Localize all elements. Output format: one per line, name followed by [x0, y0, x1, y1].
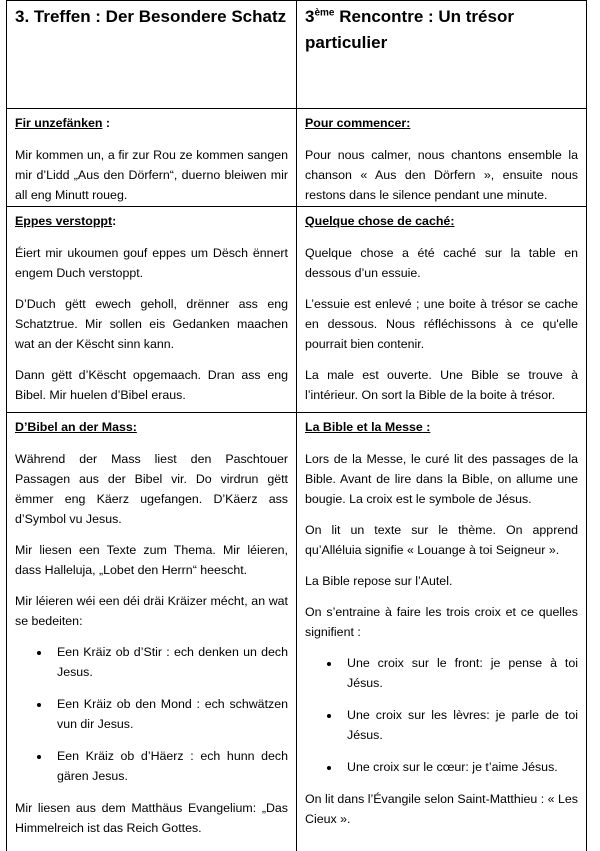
left-s2-heading: Eppes verstoppt:: [15, 214, 117, 228]
right-s2-p3: La male est ouverte. Une Bible se trouve à l’intérieur. On sort la Bible de la boite à trésor.: [305, 368, 578, 402]
right-s3-p3: La Bible repose sur l’Autel.: [305, 574, 453, 588]
list-item: • Een Kräiz ob d’Häerz : ech hunn dech gären Jesus.: [51, 746, 288, 786]
left-section-1: [7, 110, 296, 216]
list-item: • Une croix sur le front: je pense à toi Jésus.: [341, 653, 578, 693]
right-s2-p1: Quelque chose a été caché sur la table en dessous d’un essuie.: [305, 246, 578, 280]
list-item: • Une croix sur le cœur: je t’aime Jésus.: [341, 757, 578, 777]
list-item: • Een Kräiz ob d’Stir : ech denken un dech Jesus.: [51, 642, 288, 682]
row-divider-1: [6, 108, 587, 109]
left-s3-p1: Während der Mass liest den Paschtouer Passagen aus der Bibel vir. Do virdrun gëtt ëmmer eng Käerz ugefangen. D’Käerz ass d’Symbol vu Jesus.: [15, 452, 288, 526]
left-s1-heading: Fir unzefänken :: [15, 116, 111, 130]
right-s1-heading: Pour commencer:: [305, 116, 411, 130]
right-s3-p2: On lit un texte sur le thème. On apprend qu’Alléluia signifie « Louange à toi Seigneur ».: [305, 523, 578, 557]
bilingual-table: [6, 0, 587, 851]
left-s2-p1: Éiert mir ukoumen gouf eppes um Dësch ënnert engem Duch verstoppt.: [15, 246, 288, 280]
left-s2-p2: D’Duch gëtt ewech geholl, drënner ass eng Schatztrue. Mir sollen eis Gedanken maachen wat an der Këscht sinn kann.: [15, 297, 288, 351]
list-item: • Une croix sur les lèvres: je parle de toi Jésus.: [341, 705, 578, 745]
right-s3-heading: La Bible et la Messe :: [305, 420, 431, 434]
left-section-3: [7, 414, 296, 849]
right-s2-p2: L’essuie est enlevé ; une boite à trésor se cache en dessous. Nous réfléchissons à ce qu'elle pourrait bien contenir.: [305, 297, 578, 351]
right-s2-heading: Quelque chose de caché:: [305, 214, 455, 228]
right-s1-p1: Pour nous calmer, nous chantons ensemble la chanson « Aus den Dörfern », ensuite nous restons dans le silence pendant une minute.: [305, 148, 578, 202]
left-title: 3. Treffen : Der Besondere Schatz: [15, 7, 287, 26]
left-s2-p3: Dann gëtt d’Këscht opgemaach. Dran ass eng Bibel. Mir huelen d’Bibel eraus.: [15, 368, 288, 402]
left-section-2: [7, 208, 296, 416]
right-section-1: [297, 110, 586, 216]
right-cross-list: [305, 653, 578, 777]
left-s3-p4: Mir liesen aus dem Matthäus Evangelium: „Das Himmelreich ist das Reich Gottes.: [15, 801, 288, 835]
left-cross-list: [15, 642, 288, 786]
left-s3-p3: Mir léieren wéi een déi dräi Kräizer mécht, an wat se bedeiten:: [15, 594, 288, 628]
right-section-2: [297, 208, 586, 416]
right-s3-p5: On lit dans l’Évangile selon Saint-Matthieu : « Les Cieux ».: [305, 792, 578, 826]
list-item: • Een Kräiz ob den Mond : ech schwätzen vun dir Jesus.: [51, 694, 288, 734]
left-s3-p2: Mir liesen een Texte zum Thema. Mir léieren, dass Halleluja, „Lobet den Herrn“ heescht.: [15, 543, 288, 577]
left-title-cell: [7, 4, 296, 41]
left-s1-p1: Mir kommen un, a fir zur Rou ze kommen sangen mir d’Lidd „Aus den Dörfern“, duerno bleiwen mir all eng Minutt roueg.: [15, 148, 288, 202]
right-title: 3ème Rencontre : Un trésor particulier: [305, 7, 514, 52]
left-s3-heading: D’Bibel an der Mass:: [15, 420, 137, 434]
right-section-3: [297, 414, 586, 840]
right-title-cell: [297, 0, 586, 67]
right-s3-p1: Lors de la Messe, le curé lit des passages de la Bible. Avant de lire dans la Bible, on allume une bougie. La croix est le symbole de Jésus.: [305, 452, 578, 506]
right-s3-p4: On s’entraine à faire les trois croix et ce quelles signifient :: [305, 605, 578, 639]
table-border-right: [586, 0, 587, 851]
